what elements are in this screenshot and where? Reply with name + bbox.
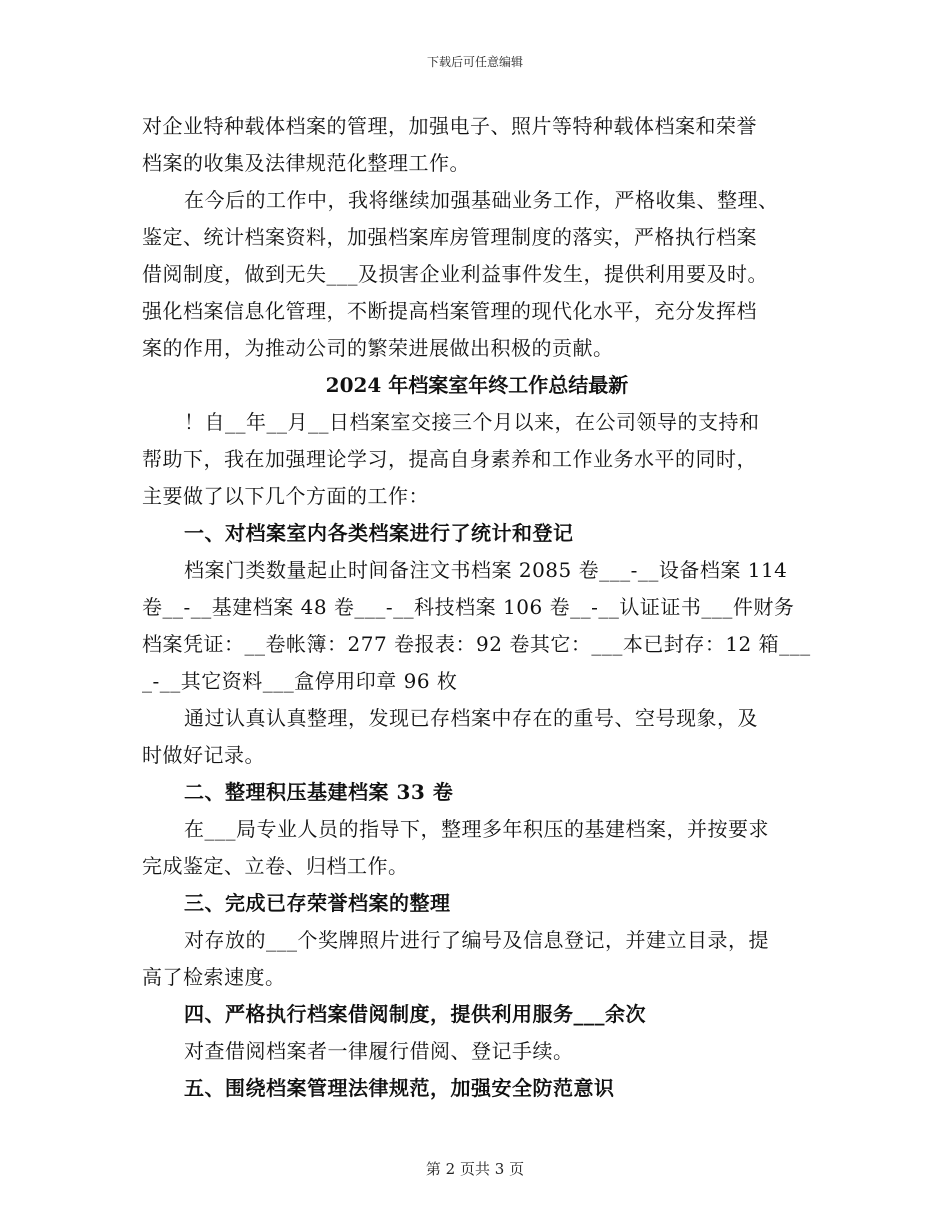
paragraph-line: 案的作用，为推动公司的繁荣进展做出积极的贡献。 bbox=[142, 336, 614, 360]
paragraph-line: 强化档案信息化管理，不断提高档案管理的现代化水平，充分发挥档 bbox=[142, 299, 757, 323]
paragraph-line: 卷__-__基建档案 48 卷___-__科技档案 106 卷__-__认证证书___件财务 bbox=[142, 595, 795, 619]
paragraph-line: 档案凭证：__卷帐簿：277 卷报表：92 卷其它：___本已封存：12 箱___ bbox=[142, 632, 811, 656]
paragraph-line: 完成鉴定、立卷、归档工作。 bbox=[142, 854, 409, 878]
paragraph-line: 鉴定、统计档案资料，加强档案库房管理制度的落实，严格执行档案 bbox=[142, 225, 757, 249]
paragraph-line: 在今后的工作中，我将继续加强基础业务工作，严格收集、整理、 bbox=[184, 188, 779, 212]
page-header: 下载后可任意编辑 bbox=[426, 55, 523, 69]
section-heading: 四、严格执行档案借阅制度，提供利用服务___余次 bbox=[184, 1002, 646, 1026]
paragraph-line: 对存放的___个奖牌照片进行了编号及信息登记，并建立目录，提 bbox=[184, 928, 769, 952]
section-heading: 三、完成已存荣誉档案的整理 bbox=[184, 891, 451, 915]
paragraph-line: _-__其它资料___盒停用印章 96 枚 bbox=[142, 669, 458, 693]
paragraph-line: 借阅制度，做到无失___及损害企业利益事件发生，提供利用要及时。 bbox=[142, 262, 768, 286]
paragraph-line: 对查借阅档案者一律履行借阅、登记手续。 bbox=[184, 1039, 574, 1063]
paragraph-line: ！自__年__月__日档案室交接三个月以来，在公司领导的支持和 bbox=[184, 410, 760, 434]
paragraph-line: 通过认真认真整理，发现已存档案中存在的重号、空号现象，及 bbox=[184, 706, 758, 730]
paragraph-line: 在___局专业人员的指导下，整理多年积压的基建档案，并按要求 bbox=[184, 817, 769, 841]
paragraph-line: 档案的收集及法律规范化整理工作。 bbox=[142, 151, 470, 175]
section-heading: 五、围绕档案管理法律规范，加强安全防范意识 bbox=[184, 1076, 615, 1100]
paragraph-line: 时做好记录。 bbox=[142, 743, 265, 767]
paragraph-line: 档案门类数量起止时间备注文书档案 2085 卷___-__设备档案 114 bbox=[184, 558, 788, 582]
paragraph-line: 高了检索速度。 bbox=[142, 965, 286, 989]
section-heading: 二、整理积压基建档案 33 卷 bbox=[184, 780, 454, 804]
document-body bbox=[142, 108, 812, 1107]
paragraph-line: 帮助下，我在加强理论学习，提高自身素养和工作业务水平的同时， bbox=[142, 447, 757, 471]
section-heading: 一、对档案室内各类档案进行了统计和登记 bbox=[184, 521, 574, 545]
page-footer: 第 2 页共 3 页 bbox=[425, 1160, 525, 1178]
paragraph-line: 主要做了以下几个方面的工作： bbox=[142, 484, 429, 508]
paragraph-line: 对企业特种载体档案的管理，加强电子、照片等特种载体档案和荣誉 bbox=[142, 114, 757, 138]
document-title: 2024 年档案室年终工作总结最新 bbox=[325, 373, 629, 397]
